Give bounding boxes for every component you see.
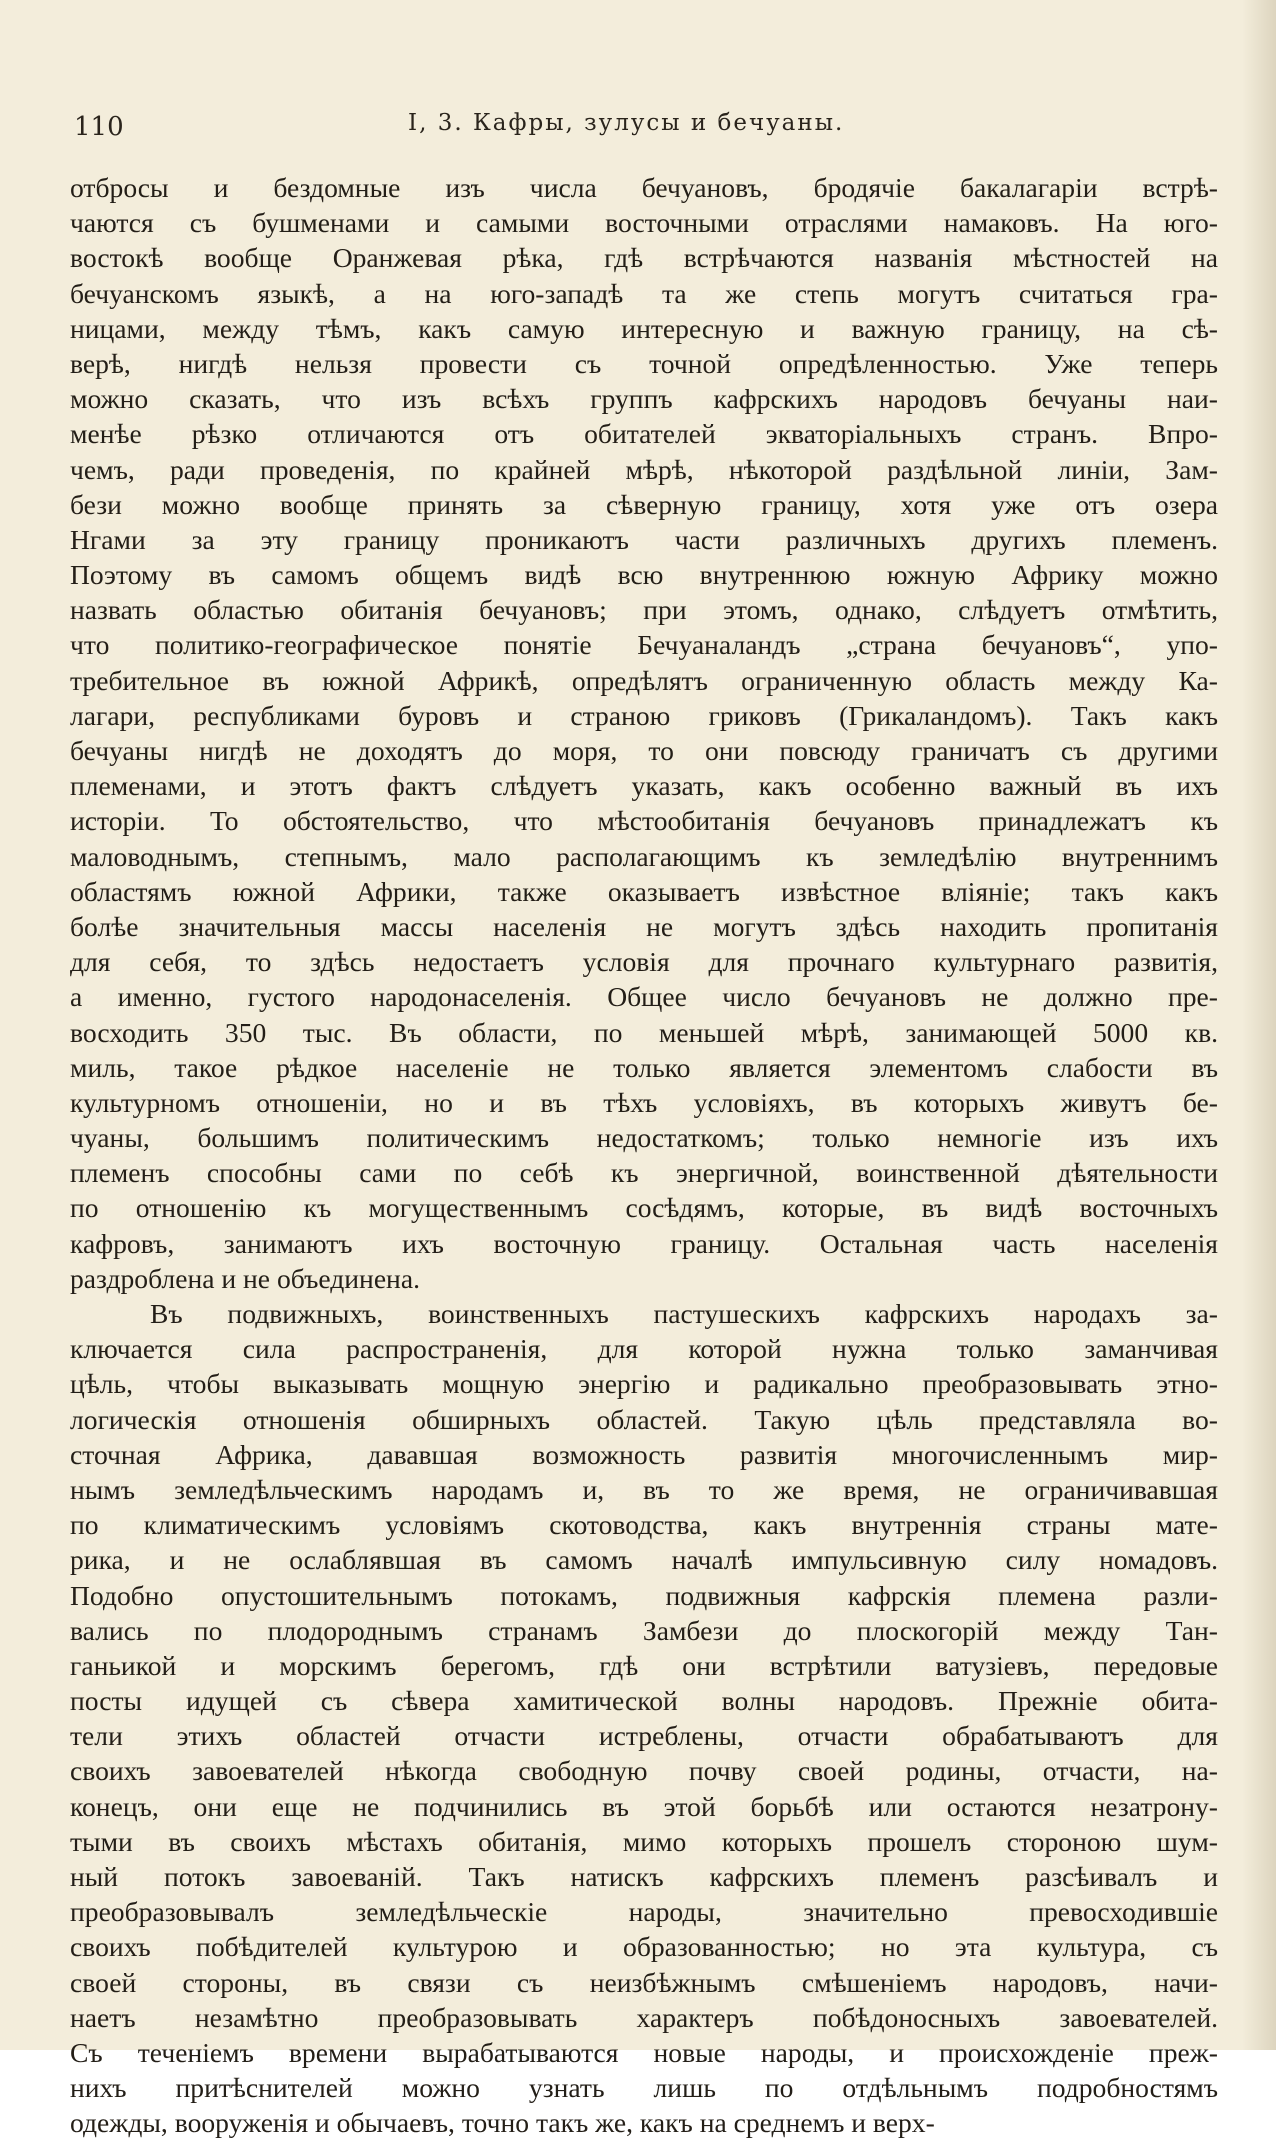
text-line: можно сказать, что изъ всѣхъ группъ кафрскихъ народовъ бечуаны наи- [70,383,1218,415]
paragraph-1 [70,170,1218,1296]
text-line: лагари, республиками буровъ и страною гриковъ (Грикаландомъ). Такъ какъ [70,699,1218,731]
text-line: верѣ, нигдѣ нельзя провести съ точной опредѣленностью. Уже теперь [70,347,1218,379]
text-line: Въ подвижныхъ, воинственныхъ пастушескихъ кафрскихъ народахъ за- [150,1298,1218,1329]
text-line: своихъ завоевателей нѣкогда свободную почву своей родины, отчасти, на- [70,1755,1218,1787]
text-line: тыми въ своихъ мѣстахъ обитанія, мимо которыхъ прошелъ стороною шум- [70,1825,1218,1857]
text-line: болѣе значительныя массы населенія не могутъ здѣсь находить пропитанія [70,910,1218,942]
text-line: маловоднымъ, степнымъ, мало располагающимъ къ земледѣлію внутреннимъ [70,840,1218,872]
text-line: чуаны, большимъ политическимъ недостаткомъ; только немногіе изъ ихъ [70,1122,1218,1154]
text-line: миль, такое рѣдкое населеніе не только является элементомъ слабости въ [70,1051,1218,1083]
text-line: бечуанскомъ языкѣ, а на юго-западѣ та же степь могутъ считаться гра- [70,277,1218,309]
text-line: конецъ, они еще не подчинились въ этой борьбѣ или остаются незатрону- [70,1790,1218,1822]
text-line: тели этихъ областей отчасти истреблены, отчасти обрабатываютъ для [70,1720,1218,1752]
text-line: ключается сила распространенія, для которой нужна только заманчивая [70,1333,1218,1365]
text-line: востокѣ вообще Оранжевая рѣка, гдѣ встрѣчаются названія мѣстностей на [70,242,1218,274]
text-line: вались по плодороднымъ странамъ Замбези до плоскогорій между Тан- [70,1614,1218,1646]
text-line: одежды, вооруженія и обычаевъ, точно такъ же, какъ на среднемъ и верх- [70,2107,935,2139]
text-line: раздроблена и не объединена. [70,1262,420,1294]
text-line: Поэтому въ самомъ общемъ видѣ всю внутреннюю южную Африку можно [70,559,1218,591]
text-line: сточная Африка, дававшая возможность развитія многочисленнымъ мир- [70,1438,1218,1470]
text-line: логическія отношенія обширныхъ областей. Такую цѣль представляла во- [70,1403,1218,1435]
text-line: по отношенію къ могущественнымъ сосѣдямъ, которые, въ видѣ восточныхъ [70,1192,1218,1224]
text-line: Нгами за эту границу проникаютъ части различныхъ другихъ племенъ. [70,523,1218,555]
text-line: преобразовывалъ земледѣльческіе народы, значительно превосходившіе [70,1896,1218,1928]
text-line: восходить 350 тыс. Въ области, по меньшей мѣрѣ, занимающей 5000 кв. [70,1016,1218,1048]
text-line: своихъ побѣдителей культурою и образованностью; но эта культура, съ [70,1931,1218,1963]
text-line: нихъ притѣснителей можно узнать лишь по отдѣльнымъ подробностямъ [70,2072,1218,2104]
text-line: племенами, и этотъ фактъ слѣдуетъ указать, какъ особенно важный въ ихъ [70,770,1218,802]
text-line: бези можно вообще принять за сѣверную границу, хотя уже отъ озера [70,488,1218,520]
text-line: кафровъ, занимаютъ ихъ восточную границу. Остальная часть населенія [70,1227,1218,1259]
text-line: нымъ земледѣльческимъ народамъ и, въ то же время, не ограничивавшая [70,1473,1218,1505]
text-line: отбросы и бездомные изъ числа бечуановъ, бродячіе бакалагаріи встрѣ- [70,172,1218,203]
text-line: чемъ, ради проведенія, по крайней мѣрѣ, нѣкоторой раздѣльной линіи, Зам- [70,453,1218,485]
text-line: цѣль, чтобы выказывать мощную энергію и радикально преобразовывать этно- [70,1368,1218,1400]
body-text [70,170,1218,2141]
text-line: чаются съ бушменами и самыми восточными отраслями намаковъ. На юго- [70,207,1218,239]
text-line: для себя, то здѣсь недостаетъ условія для прочнаго культурнаго развитія, [70,946,1218,978]
text-line: ницами, между тѣмъ, какъ самую интересную и важную границу, на сѣ- [70,312,1218,344]
text-line: по климатическимъ условіямъ скотоводства, какъ внутреннія страны мате- [70,1509,1218,1541]
text-line: менѣе рѣзко отличаются отъ обитателей экваторіальныхъ странъ. Впро- [70,418,1218,450]
text-line: племенъ способны сами по себѣ къ энергичной, воинственной дѣятельности [70,1157,1218,1189]
text-line: ный потокъ завоеваній. Такъ натискъ кафрскихъ племенъ разсѣивалъ и [70,1861,1218,1892]
text-line: Подобно опустошительнымъ потокамъ, подвижныя кафрскія племена разли- [70,1579,1218,1611]
text-line: посты идущей съ сѣвера хамитической волны народовъ. Прежніе обита- [70,1685,1218,1717]
text-line: назвать областью обитанія бечуановъ; при этомъ, однако, слѣдуетъ отмѣтить, [70,594,1218,626]
page-edge-shadow [1242,0,1276,2050]
page-number: 110 [74,112,124,142]
text-line: своей стороны, въ связи съ неизбѣжнымъ смѣшеніемъ народовъ, начи- [70,1966,1218,1998]
paragraph-2 [70,1296,1218,2141]
text-line: что политико-географическое понятіе Бечуаналандъ „страна бечуановъ“, упо- [70,629,1218,661]
text-line: ганьикой и морскимъ берегомъ, гдѣ они встрѣтили ватузіевъ, передовые [70,1649,1218,1681]
text-line: культурномъ отношеніи, но и въ тѣхъ условіяхъ, въ которыхъ живутъ бе- [70,1086,1218,1118]
text-line: областямъ южной Африки, также оказываетъ извѣстное вліяніе; такъ какъ [70,875,1218,907]
text-line: наетъ незамѣтно преобразовывать характеръ побѣдоносныхъ завоевателей. [70,2001,1218,2033]
running-title: I, 3. Кафры, зулусы и бечуаны. [408,110,845,136]
text-line: исторіи. То обстоятельство, что мѣстообитанія бечуановъ принадлежатъ къ [70,805,1218,837]
text-line: требительное въ южной Африкѣ, опредѣлятъ ограниченную область между Ка- [70,664,1218,696]
text-line: рика, и не ослаблявшая въ самомъ началѣ импульсивную силу номадовъ. [70,1544,1218,1576]
text-line: Съ теченіемъ времени вырабатываются новые народы, и происхожденіе преж- [70,2036,1218,2068]
text-line: бечуаны нигдѣ не доходятъ до моря, то они повсюду граничатъ съ другими [70,735,1218,766]
text-line: а именно, густого народонаселенія. Общее число бечуановъ не должно пре- [70,981,1218,1013]
